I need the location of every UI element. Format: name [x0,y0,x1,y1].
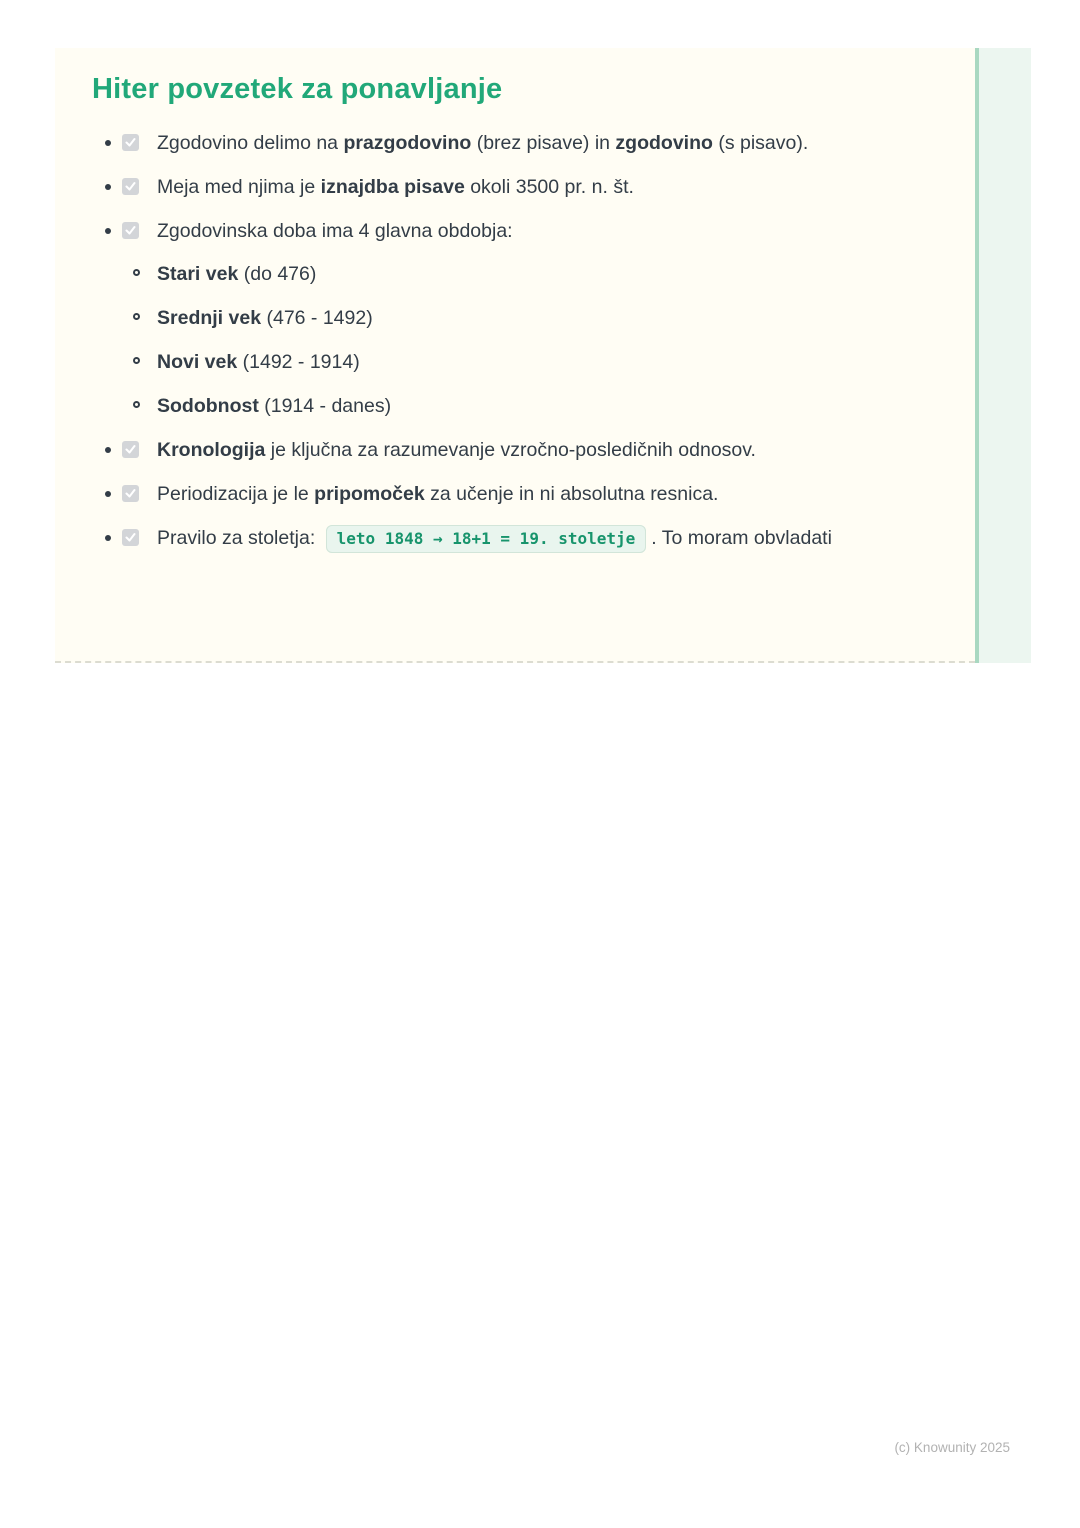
text-segment: (brez pisave) in [471,132,616,154]
summary-checklist [55,128,939,554]
highlighted-term: Sodobnost [157,395,259,417]
text-segment: (1914 - danes) [258,395,392,417]
checklist-item [55,216,939,421]
checkbox-checked-icon[interactable] [122,485,139,502]
text-segment: . To moram obvladati [651,527,832,549]
checklist-item [55,479,939,509]
checkbox-checked-icon[interactable] [122,222,139,239]
text-segment: za učenje in ni absolutna resnica. [424,483,719,505]
highlighted-term: pripomoček [314,483,425,505]
text-segment: Meja med njima je [157,176,321,198]
text-segment: Periodizacija je le [157,483,315,505]
checklist-item [55,128,939,158]
circle-bullet-icon [133,269,140,276]
bullet-dot [105,228,111,234]
checklist-item [55,435,939,465]
highlighted-term: Srednji vek [157,307,262,329]
bullet-dot [105,447,111,453]
sub-list-item [122,347,939,377]
bullet-dot [105,184,111,190]
checkbox-checked-icon[interactable] [122,441,139,458]
notes-card-content [55,48,975,663]
sub-list-item [122,303,939,333]
text-segment: Pravilo za stoletja: [157,527,321,549]
text-segment: Zgodovino delimo na [157,132,344,154]
checkbox-checked-icon[interactable] [122,134,139,151]
highlighted-term: iznajdba pisave [320,176,465,198]
circle-bullet-icon [133,357,140,364]
circle-bullet-icon [133,313,140,320]
circle-bullet-icon [133,401,140,408]
text-segment: (s pisavo). [712,132,809,154]
text-segment: (1492 - 1914) [237,351,360,373]
highlighted-term: Kronologija [157,439,266,461]
text-segment: je ključna za razumevanje vzročno-posledičnih odnosov. [265,439,756,461]
checkbox-checked-icon[interactable] [122,178,139,195]
highlighted-term: prazgodovino [343,132,472,154]
section-title: Hiter povzetek za ponavljanje [92,73,503,105]
text-segment: (do 476) [238,263,317,285]
sub-list [122,259,939,421]
highlighted-term: Stari vek [157,263,239,285]
bullet-dot [105,491,111,497]
text-segment: (476 - 1492) [261,307,373,329]
page-margin-strip [975,48,1031,663]
highlighted-term: zgodovino [615,132,713,154]
checklist-item [55,523,939,554]
notes-card [55,48,1031,663]
sub-list-item [122,259,939,289]
bullet-dot [105,140,111,146]
text-segment: okoli 3500 pr. n. št. [464,176,634,198]
checklist-item [55,172,939,202]
bullet-dot [105,535,111,541]
text-segment: Zgodovinska doba ima 4 glavna obdobja: [157,220,513,242]
highlighted-term: Novi vek [157,351,238,373]
copyright-notice: (c) Knowunity 2025 [894,1440,1010,1455]
checkbox-checked-icon[interactable] [122,529,139,546]
inline-code-chip: leto 1848 → 18+1 = 19. stoletje [326,525,647,553]
sub-list-item [122,391,939,421]
